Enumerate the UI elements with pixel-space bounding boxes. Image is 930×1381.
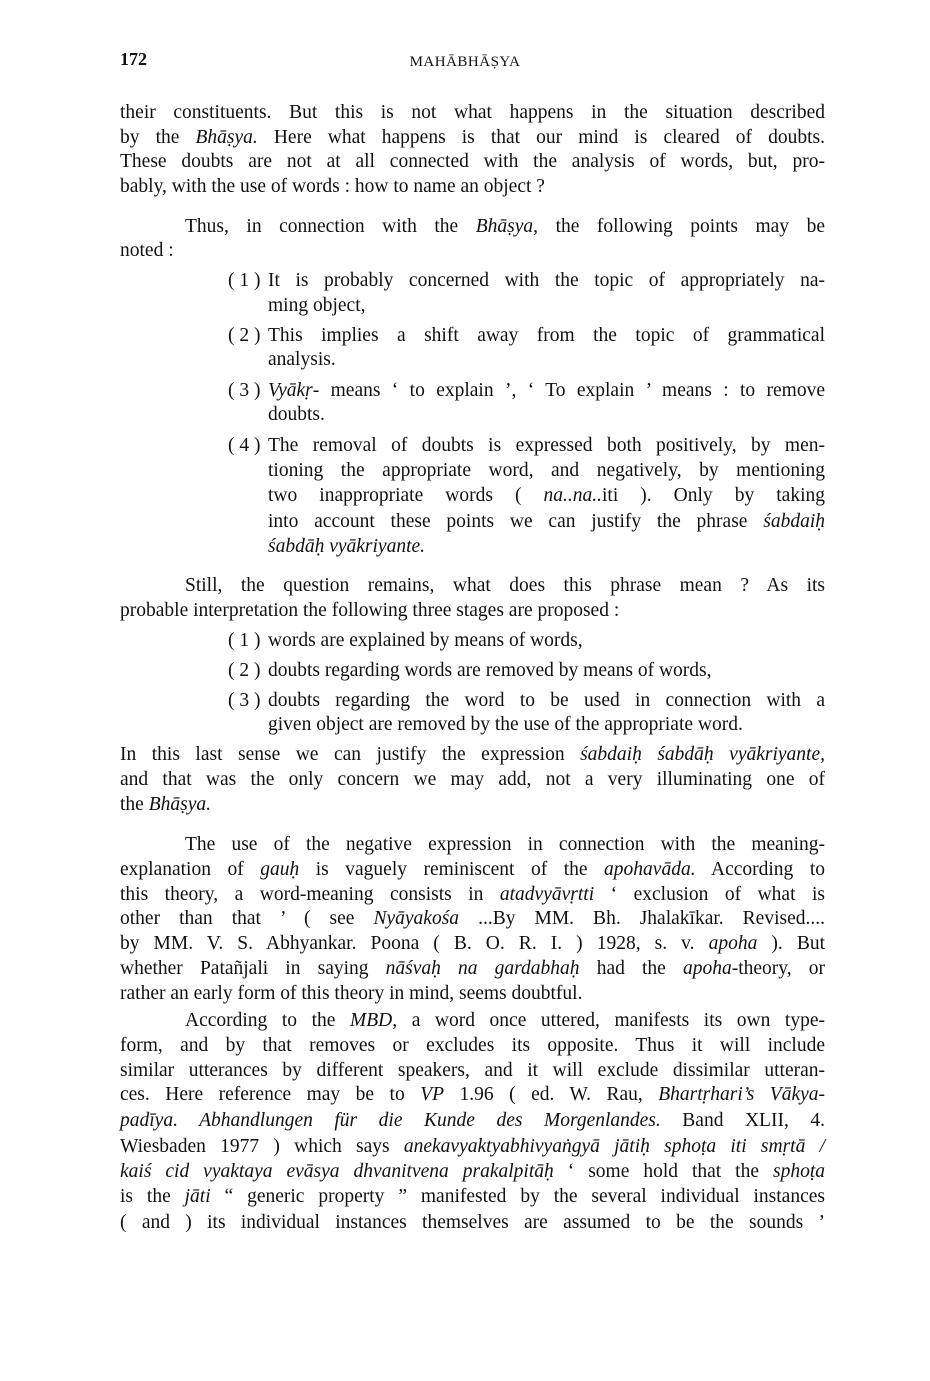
text-span: noted : bbox=[120, 240, 174, 261]
text-span: Still, the question remains, what does this phrase mean ? As its bbox=[185, 575, 825, 596]
text-span: ( and ) its individual instances themselves are assumed to be the sounds ’ bbox=[120, 1212, 825, 1233]
italic-term: Bhartṛhari’s Vākya- bbox=[658, 1084, 826, 1105]
text-span: ). But bbox=[757, 933, 825, 954]
text-span: this theory, a word-meaning consists in bbox=[120, 884, 500, 905]
list-number: ( 3 ) bbox=[228, 380, 261, 401]
text-span: rather an early form of this theory in mind, seems doubtful. bbox=[120, 983, 583, 1004]
text-line bbox=[185, 833, 825, 857]
text-line bbox=[120, 126, 825, 150]
text-line bbox=[268, 294, 825, 318]
italic-term: padīya. Abhandlungen für die Kunde des Morgenlandes. bbox=[120, 1110, 661, 1131]
text-line bbox=[120, 101, 825, 125]
text-line bbox=[268, 324, 825, 348]
text-span: ...By MM. Bh. Jhalakīkar. Revised.... bbox=[459, 908, 825, 929]
text-span: 1.96 ( ed. W. Rau, bbox=[444, 1084, 659, 1105]
text-line bbox=[185, 574, 825, 598]
text-span: iti ). Only by taking bbox=[602, 485, 825, 506]
text-span: means ‘ to explain ’, ‘ To explain ’ means : to remove bbox=[319, 380, 825, 401]
text-span: by MM. V. S. Abhyankar. Poona ( B. O. R. I. ) 1928, s. v. bbox=[120, 933, 709, 954]
text-span: The removal of doubts is expressed both positively, by men- bbox=[268, 435, 825, 456]
text-span: similar utterances by different speakers, and it will exclude dissimilar utteran- bbox=[120, 1060, 825, 1081]
italic-term: gauḥ bbox=[260, 859, 300, 880]
text-span: doubts. bbox=[268, 404, 325, 425]
text-span: is vaguely reminiscent of the bbox=[299, 859, 605, 880]
text-span: probable interpretation the following three stages are proposed : bbox=[120, 600, 620, 621]
text-line bbox=[120, 932, 825, 956]
text-span: other than that ’ ( see bbox=[120, 908, 374, 929]
text-span: the following points may be bbox=[538, 216, 825, 237]
text-span: whether Patañjali in saying bbox=[120, 958, 386, 979]
italic-term: apohavāda. bbox=[604, 859, 696, 880]
text-line bbox=[120, 858, 825, 882]
text-span: is the bbox=[120, 1186, 185, 1207]
text-line bbox=[120, 1034, 825, 1058]
italic-term: Vyākṛ- bbox=[268, 380, 320, 401]
text-span: ‘ exclusion of what is bbox=[594, 884, 825, 905]
text-line bbox=[268, 269, 825, 293]
text-line bbox=[120, 599, 825, 623]
text-span: Band XLII, 4. bbox=[660, 1110, 825, 1131]
text-span: ‘ some hold that the bbox=[553, 1161, 773, 1182]
text-span: analysis. bbox=[268, 349, 336, 370]
text-line bbox=[268, 713, 825, 737]
text-line bbox=[185, 215, 825, 239]
text-line bbox=[185, 1009, 825, 1033]
italic-term: anekavyaktyabhivyaṅgyā jātiḥ sphoṭa iti smṛtā / bbox=[403, 1136, 826, 1157]
text-span: given object are removed by the use of the appropriate word. bbox=[268, 714, 743, 735]
text-line bbox=[120, 1083, 825, 1107]
italic-term: apoha bbox=[708, 933, 758, 954]
text-line bbox=[120, 907, 825, 931]
text-span: the bbox=[120, 794, 149, 815]
text-line bbox=[120, 1160, 825, 1184]
italic-term: śabdaiḥ bbox=[763, 511, 825, 532]
text-line bbox=[268, 629, 825, 653]
list-number: ( 1 ) bbox=[228, 630, 261, 651]
italic-term: Bhāṣya, bbox=[475, 216, 539, 237]
text-line bbox=[268, 689, 825, 713]
text-span: bably, with the use of words : how to name an object ? bbox=[120, 176, 545, 197]
text-line bbox=[120, 768, 825, 792]
page-number: 172 bbox=[120, 49, 147, 69]
text-span: a word once uttered, manifests its own type- bbox=[397, 1010, 825, 1031]
running-title: MAHĀBHĀṢYA bbox=[409, 54, 521, 70]
italic-term: na..na.. bbox=[543, 485, 602, 506]
italic-term: Bhāṣya. bbox=[195, 127, 258, 148]
text-span: According to the bbox=[185, 1010, 350, 1031]
text-span: ces. Here reference may be to bbox=[120, 1084, 421, 1105]
text-line bbox=[120, 175, 825, 199]
text-line bbox=[120, 1135, 825, 1159]
text-span: According to bbox=[695, 859, 825, 880]
text-line bbox=[120, 1211, 825, 1235]
list-number: ( 4 ) bbox=[228, 435, 261, 456]
text-span: -theory, or bbox=[731, 958, 826, 979]
text-span: two inappropriate words ( bbox=[268, 485, 544, 506]
italic-term: MBD, bbox=[350, 1010, 398, 1031]
text-line bbox=[120, 239, 825, 263]
text-span: their constituents. But this is not what happens in the situation described bbox=[120, 102, 825, 123]
text-span: The use of the negative expression in connection with the meaning- bbox=[185, 834, 825, 855]
italic-term: śabdāḥ vyākriyante. bbox=[268, 536, 426, 557]
italic-term: śabdaiḥ śabdāḥ vyākriyante, bbox=[580, 744, 825, 765]
text-line bbox=[268, 484, 825, 508]
text-line bbox=[268, 348, 825, 372]
italic-term: atadvyāvṛtti bbox=[499, 884, 595, 905]
italic-term: Nyāyakośa bbox=[373, 908, 460, 929]
list-number: ( 2 ) bbox=[228, 325, 261, 346]
text-span: In this last sense we can justify the expression bbox=[120, 744, 581, 765]
text-line bbox=[268, 510, 825, 534]
text-span: These doubts are not at all connected with the analysis of words, but, pro- bbox=[120, 151, 825, 172]
text-span: This implies a shift away from the topic of grammatical bbox=[268, 325, 825, 346]
text-span: form, and by that removes or excludes its opposite. Thus it will include bbox=[120, 1035, 825, 1056]
text-span: “ generic property ” manifested by the several individual instances bbox=[210, 1186, 825, 1207]
italic-term: VP bbox=[420, 1084, 445, 1105]
text-span: into account these points we can justify the phrase bbox=[268, 511, 764, 532]
text-span: explanation of bbox=[120, 859, 261, 880]
text-span: words are explained by means of words, bbox=[268, 630, 583, 651]
text-span: and that was the only concern we may add, not a very illuminating one of bbox=[120, 769, 825, 790]
text-span: It is probably concerned with the topic of appropriately na- bbox=[268, 270, 825, 291]
text-span: Wiesbaden 1977 ) which says bbox=[120, 1136, 404, 1157]
italic-term: Bhāṣya. bbox=[148, 794, 211, 815]
list-number: ( 2 ) bbox=[228, 660, 261, 681]
text-line bbox=[120, 957, 825, 981]
list-number: ( 3 ) bbox=[228, 690, 261, 711]
text-line bbox=[120, 793, 825, 817]
text-line bbox=[120, 883, 825, 907]
text-line bbox=[268, 403, 825, 427]
text-span: ming object, bbox=[268, 295, 366, 316]
text-span: Here what happens is that our mind is cleared of doubts. bbox=[257, 127, 826, 148]
text-span: Thus, in connection with the bbox=[185, 216, 476, 237]
italic-term: apoha bbox=[682, 958, 732, 979]
text-line bbox=[268, 659, 825, 683]
text-span: by the bbox=[120, 127, 196, 148]
text-line bbox=[268, 459, 825, 483]
italic-term: kaiś cid vyaktaya evāsya dhvanitvena prakalpitāḥ bbox=[120, 1161, 554, 1182]
italic-term: jāti bbox=[184, 1186, 211, 1207]
text-span: doubts regarding the word to be used in connection with a bbox=[268, 690, 825, 711]
text-line bbox=[120, 1059, 825, 1083]
list-number: ( 1 ) bbox=[228, 270, 261, 291]
italic-term: nāśvaḥ na gardabhaḥ bbox=[385, 958, 580, 979]
text-line bbox=[120, 1185, 825, 1209]
text-span: had the bbox=[579, 958, 683, 979]
italic-term: sphoṭa bbox=[772, 1161, 825, 1182]
text-line bbox=[268, 434, 825, 458]
text-line bbox=[120, 982, 825, 1006]
text-line bbox=[120, 150, 825, 174]
text-span: doubts regarding words are removed by means of words, bbox=[268, 660, 712, 681]
text-line bbox=[120, 1109, 825, 1133]
text-line bbox=[268, 379, 825, 403]
text-line bbox=[268, 535, 825, 559]
text-line bbox=[120, 743, 825, 767]
text-span: tioning the appropriate word, and negatively, by mentioning bbox=[268, 460, 825, 481]
